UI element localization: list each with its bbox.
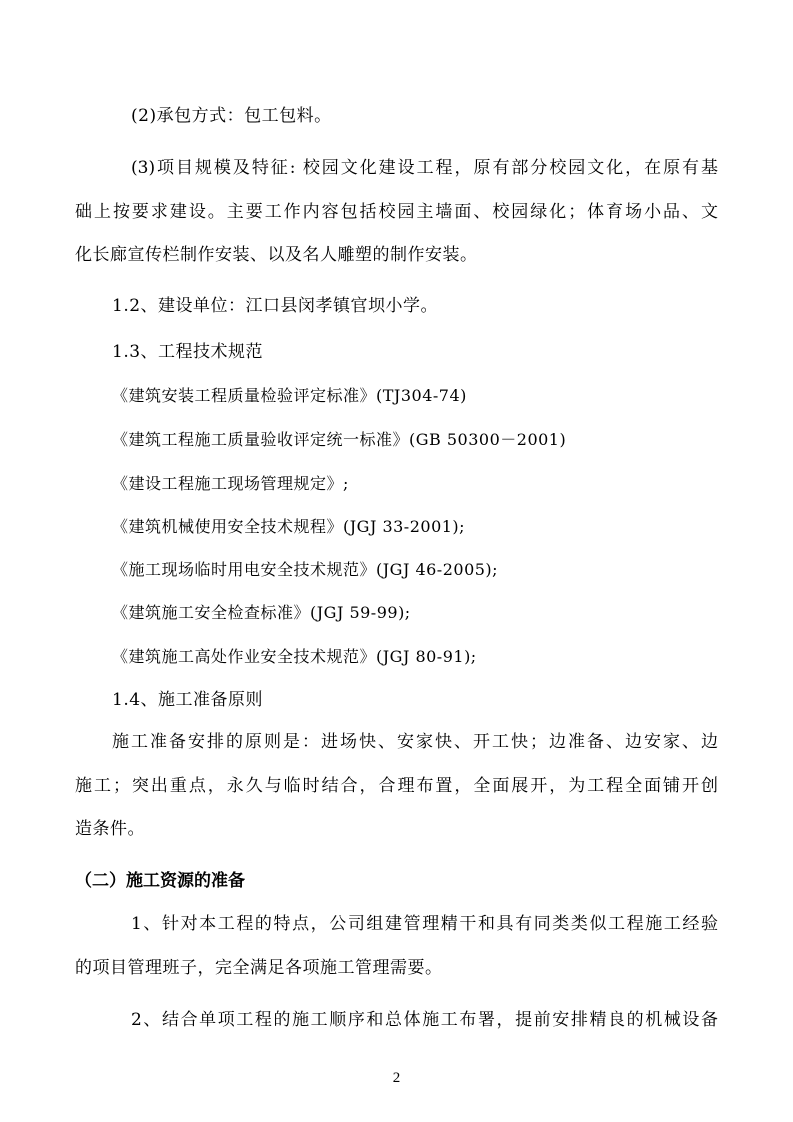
standard-item: 《建筑机械使用安全技术规程》(JGJ 33-2001); <box>112 517 466 536</box>
contract-mode-item: (2)承包方式：包工包料。 <box>131 106 332 126</box>
standard-item: 《建筑施工安全检查标准》(JGJ 59-99); <box>112 603 411 622</box>
standard-item: 《建筑施工高处作业安全技术规范》(JGJ 80-91); <box>112 647 477 666</box>
standard-item: 《施工现场临时用电安全技术规范》(JGJ 46-2005); <box>112 560 499 579</box>
standard-item: 《建筑工程施工质量验收评定统一标准》(GB 50300－2001) <box>112 430 567 449</box>
section-1-2: 1.2、建设单位：江口县闵孝镇官坝小学。 <box>112 296 439 316</box>
section-1-4: 1.4、施工准备原则 <box>112 690 264 710</box>
project-scale-line-3: 化长廊宣传栏制作安装、以及名人雕塑的制作安装。 <box>75 245 478 265</box>
standard-item: 《建筑安装工程质量检验评定标准》(TJ304-74) <box>112 386 467 405</box>
page-number: 2 <box>392 1070 401 1086</box>
section-heading-2: （二）施工资源的准备 <box>75 871 245 891</box>
principle-line-3: 造条件。 <box>75 819 145 839</box>
project-scale-line-2: 础上按要求建设。主要工作内容包括校园主墙面、校园绿化；体育场小品、文 <box>75 202 718 222</box>
principle-line-2: 施工；突出重点，永久与临时结合，合理布置，全面展开，为工程全面铺开创 <box>75 776 718 796</box>
resource-1-line-2: 的项目管理班子，完全满足各项施工管理需要。 <box>75 958 443 978</box>
principle-line-1: 施工准备安排的原则是：进场快、安家快、开工快；边准备、边安家、边 <box>112 732 718 752</box>
section-1-3: 1.3、工程技术规范 <box>112 342 264 362</box>
standard-item: 《建设工程施工现场管理规定》; <box>112 474 349 493</box>
resource-2-line-1: 2、结合单项工程的施工顺序和总体施工布署，提前安排精良的机械设备 <box>131 1010 718 1030</box>
resource-1-line-1: 1、针对本工程的特点，公司组建管理精干和具有同类类似工程施工经验 <box>131 914 718 934</box>
project-scale-line-1: (3)项目规模及特征: 校园文化建设工程，原有部分校园文化，在原有基 <box>131 158 718 178</box>
